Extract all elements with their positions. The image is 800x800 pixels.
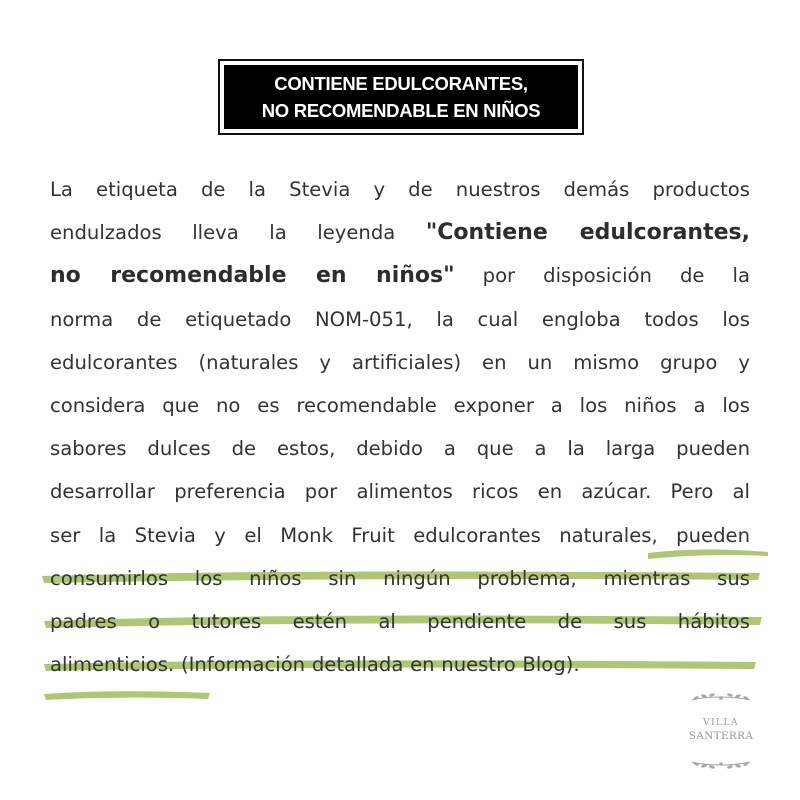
body-line-6: considera que no es recomendable exponer a los niños a los	[50, 393, 750, 417]
body-line-12: alimenticios. (Información detallada en nuestro Blog).	[50, 653, 580, 677]
body-line-10: consumirlos los niños sin ningún problema, mientras sus	[50, 566, 750, 590]
body-line-3	[50, 254, 750, 297]
warning-label-line-1: CONTIENE EDULCORANTES,	[274, 73, 528, 94]
body-line-4: norma de etiquetado NOM-051, la cual engloba todos los	[50, 307, 750, 331]
legend-quote-start: "Contiene edulcorantes,	[425, 220, 750, 246]
body-line-2-text: endulzados lleva la leyenda	[50, 221, 426, 245]
body-line-2	[50, 211, 750, 254]
legend-quote-end: no recomendable en niños"	[50, 263, 455, 289]
body-line-7: sabores dulces de estos, debido a que a la larga pueden	[50, 437, 750, 461]
logo-line-1: VILLA	[702, 718, 740, 728]
body-line-8: desarrollar preferencia por alimentos ricos en azúcar. Pero al	[50, 480, 750, 504]
villa-santerra-logo	[682, 692, 760, 770]
body-line-3-text: por disposición de la	[454, 264, 750, 288]
warning-label-line-2: NO RECOMENDABLE EN NIÑOS	[261, 100, 541, 121]
body-line-1: La etiqueta de la Stevia y de nuestros demás productos	[50, 178, 750, 201]
body-text	[50, 168, 750, 686]
body-line-9: ser la Stevia y el Monk Fruit edulcorantes naturales, pueden	[50, 523, 750, 547]
body-line-5: edulcorantes (naturales y artificiales) en un mismo grupo y	[50, 350, 750, 374]
highlight-stroke-5	[44, 691, 210, 700]
logo-line-2: SANTERRA	[688, 730, 754, 742]
body-line-11: padres o tutores estén al pendiente de sus hábitos	[50, 609, 750, 633]
